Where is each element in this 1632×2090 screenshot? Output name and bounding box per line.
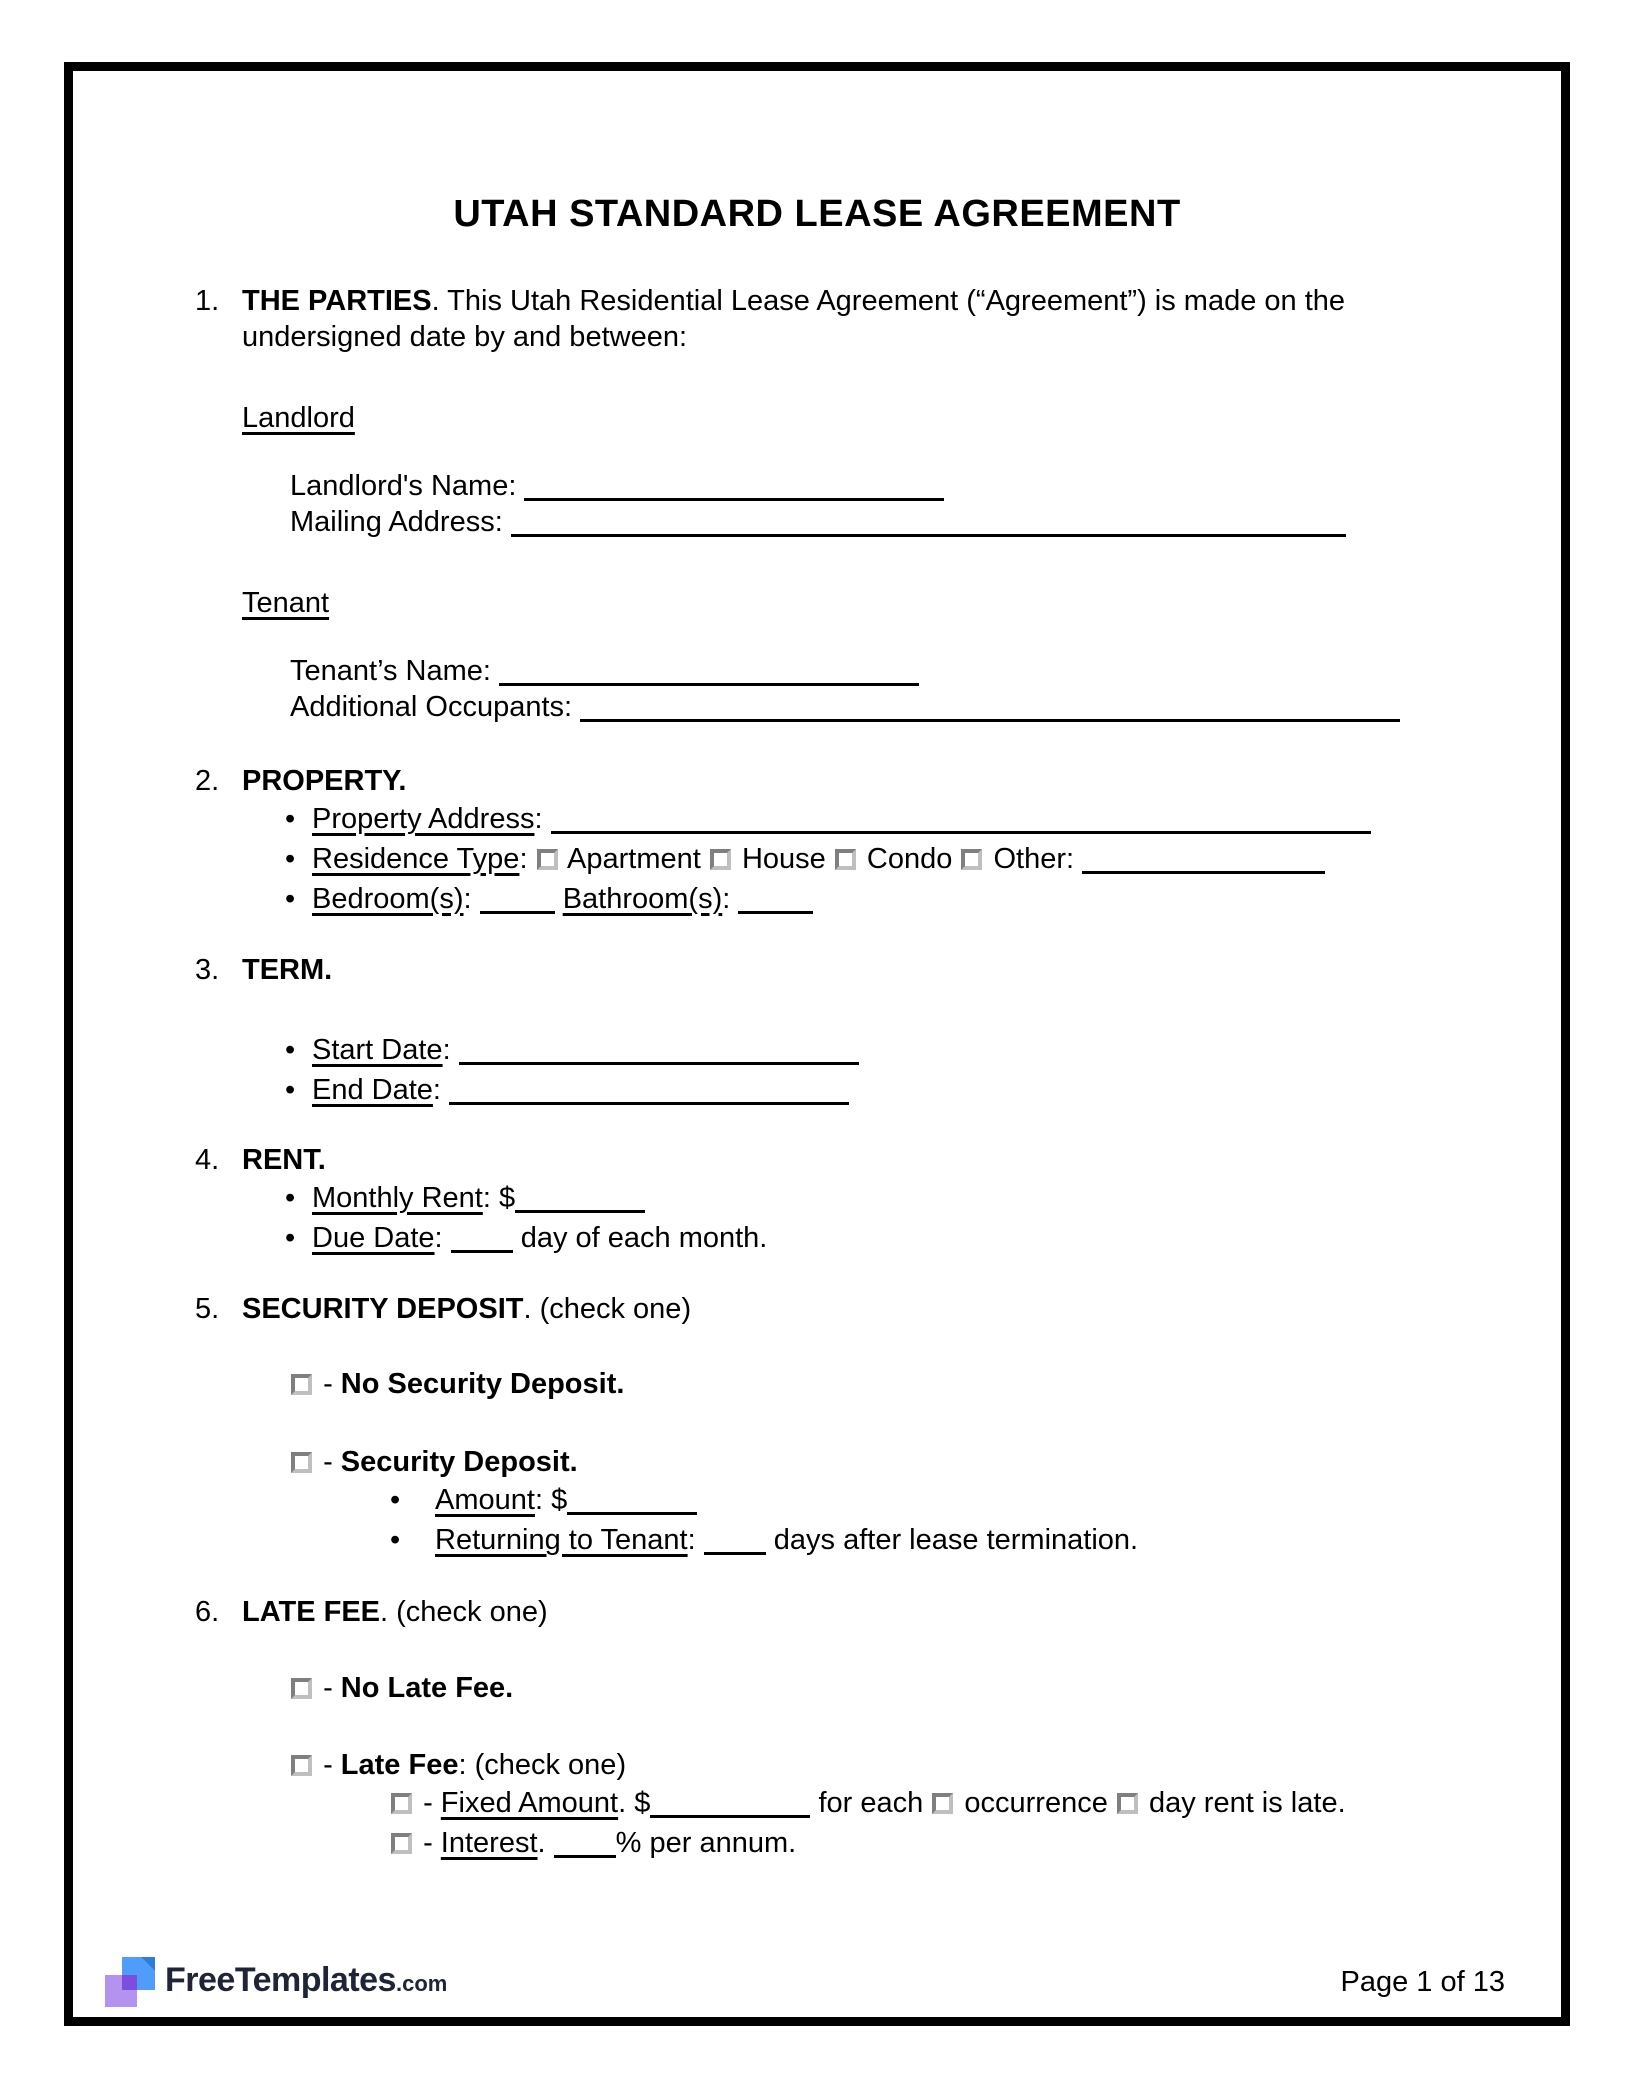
due-date-suffix: day of each month. [520,1222,768,1254]
house-option-label: House [741,843,826,875]
section-security-deposit [195,1291,1475,1327]
mailing-address-row [290,504,1475,540]
late-fee-checkbox[interactable] [291,1755,312,1776]
due-date-text [312,1218,767,1258]
start-date-label: Start Date [312,1034,443,1066]
end-date-text [312,1070,849,1110]
returning-to-tenant-text [435,1520,1138,1560]
option-no-late-fee [290,1670,1475,1706]
fixed-amount-blank[interactable] [650,1794,810,1818]
dash: - [323,1446,333,1478]
start-date-row [285,1030,1475,1070]
bedroom-bathroom-row [285,879,1475,919]
returning-to-tenant-label: Returning to Tenant [435,1524,688,1556]
monthly-rent-label: Monthly Rent [312,1182,483,1214]
colon: : [722,883,731,915]
landlord-name-blank[interactable] [524,477,944,501]
interest-row [390,1823,1475,1863]
brand-tld: .com [395,1971,448,1996]
property-address-label: Property Address [312,803,535,835]
freetemplates-logo-icon [105,1957,155,2007]
start-date-text [312,1030,859,1070]
property-address-row [285,799,1475,839]
occurrence-checkbox[interactable] [932,1793,953,1814]
interest-label: Interest [440,1827,538,1859]
bullet-icon [390,1520,435,1560]
colon: : [534,803,543,835]
dollar-sign: $ [634,1787,651,1819]
section-number: 1. [195,285,220,317]
section-heading-text [242,1594,548,1630]
tenant-subheading [242,585,1475,621]
no-late-fee-label: No Late Fee [340,1672,506,1704]
page-border [64,62,1570,2026]
interest-rate-blank[interactable] [554,1834,616,1858]
section-number: 6. [195,1596,220,1628]
monthly-rent-blank[interactable] [515,1189,645,1213]
option-no-security-deposit [290,1366,1475,1402]
security-deposit-checkbox[interactable] [291,1452,312,1473]
late-fee-label: Late Fee [340,1749,459,1781]
section-the-parties [195,283,1475,355]
property-address-blank[interactable] [551,810,1371,834]
document-body [195,283,1475,1863]
section-heading-suffix: . (check one) [380,1596,548,1628]
landlord-subheading-label: Landlord [242,402,355,434]
monthly-rent-row [285,1178,1475,1218]
deposit-amount-blank[interactable] [567,1491,697,1515]
day-rent-late-label: day rent is late. [1148,1787,1346,1819]
period: . [505,1672,514,1704]
bullet-icon [285,879,312,919]
colon: : [534,1484,544,1516]
colon: : [432,1074,441,1106]
tenant-fields [290,653,1475,725]
colon: : [442,1034,451,1066]
returning-to-tenant-suffix: days after lease termination. [773,1524,1139,1556]
dash: - [323,1749,333,1781]
document-title: UTAH STANDARD LEASE AGREEMENT [453,193,1181,235]
end-date-row [285,1070,1475,1110]
section-number: 3. [195,954,220,986]
landlord-subheading [242,400,1475,436]
end-date-label: End Date [312,1074,433,1106]
house-checkbox[interactable] [710,849,731,870]
tenant-name-label: Tenant’s Name: [290,655,491,687]
condo-checkbox[interactable] [835,849,856,870]
section-rent [195,1142,1475,1178]
additional-occupants-label: Additional Occupants: [290,691,573,723]
period: . [616,1368,625,1400]
section-heading: THE PARTIES [242,285,432,317]
page-footer [105,1957,1505,2007]
bedroom-bathroom-text [312,879,813,919]
fixed-amount-row [390,1783,1475,1823]
page-indicator: Page 1 of 13 [1340,1966,1505,1998]
property-address-text [312,799,1371,839]
bullet-icon [390,1480,435,1520]
bullet-icon [285,1070,312,1110]
bullet-icon [285,839,312,879]
section-heading: RENT. [242,1144,326,1176]
landlord-name-row [290,468,1475,504]
dollar-sign: $ [498,1182,516,1214]
occurrence-label: occurrence [964,1787,1108,1819]
additional-occupants-blank[interactable] [580,698,1400,722]
section-heading: TERM. [242,954,333,986]
no-security-deposit-checkbox[interactable] [291,1374,312,1395]
bathroom-label: Bathroom(s) [562,883,723,915]
due-date-row [285,1218,1475,1258]
residence-type-row [285,839,1475,879]
due-date-blank[interactable] [451,1229,513,1253]
freetemplates-logo [105,1957,447,2007]
due-date-label: Due Date [312,1222,435,1254]
section-heading-suffix: . (check one) [523,1293,692,1325]
colon: : [463,883,472,915]
bullet-icon [285,1030,312,1070]
deposit-amount-text [435,1480,697,1520]
bullet-icon [285,1218,312,1258]
section-heading: LATE FEE [242,1596,381,1628]
colon: : [519,843,528,875]
period: . [618,1787,627,1819]
dollar-sign: $ [551,1484,568,1516]
residence-type-text [312,839,1325,879]
landlord-fields [290,468,1475,540]
dash: - [323,1368,333,1400]
monthly-rent-text [312,1178,645,1218]
tenant-subheading-label: Tenant [242,587,330,619]
tenant-name-blank[interactable] [499,662,919,686]
option-late-fee [290,1747,1475,1783]
tenant-name-row [290,653,1475,689]
section-body-line1: . This Utah Residential Lease Agreement (“Agreement”) is made on the [431,285,1346,317]
section-the-parties-text [242,283,1345,355]
colon: : [482,1182,491,1214]
section-number: 2. [195,765,220,797]
apartment-checkbox[interactable] [537,849,558,870]
colon: : [687,1524,696,1556]
condo-option-label: Condo [866,843,953,875]
bathrooms-blank[interactable] [738,890,813,914]
dash: - [323,1672,333,1704]
returning-days-blank[interactable] [704,1531,766,1555]
deposit-amount-label: Amount [435,1484,535,1516]
period: . [537,1827,546,1859]
security-deposit-label: Security Deposit [340,1446,570,1478]
bedrooms-blank[interactable] [480,890,555,914]
deposit-amount-row [390,1480,1475,1520]
section-late-fee [195,1594,1475,1630]
other-checkbox[interactable] [961,849,982,870]
mailing-address-label: Mailing Address: [290,506,503,538]
other-residence-blank[interactable] [1082,850,1325,874]
bullet-icon [285,799,312,839]
option-security-deposit [290,1444,1475,1480]
other-option-label: Other: [993,843,1075,875]
section-term [195,952,1475,988]
returning-to-tenant-row [390,1520,1475,1560]
residence-type-label: Residence Type [312,843,520,875]
end-date-blank[interactable] [449,1081,849,1105]
section-number: 4. [195,1144,220,1176]
interest-checkbox[interactable] [391,1833,412,1854]
landlord-name-label: Landlord's Name: [290,470,517,502]
apartment-option-label: Apartment [567,843,701,875]
section-heading: PROPERTY. [242,765,407,797]
additional-occupants-row [290,689,1475,725]
no-late-fee-checkbox[interactable] [291,1678,312,1699]
late-fee-suffix: : (check one) [458,1749,627,1781]
day-rent-late-checkbox[interactable] [1117,1793,1138,1814]
section-heading-text [242,1291,691,1327]
interest-suffix: % per annum. [615,1827,797,1859]
fixed-amount-mid: for each [818,1787,924,1819]
brand-name: FreeTemplates [165,1961,396,1999]
mailing-address-blank[interactable] [511,513,1346,537]
dash: - [423,1827,433,1859]
start-date-blank[interactable] [459,1041,859,1065]
section-number: 5. [195,1293,220,1325]
fixed-amount-label: Fixed Amount [440,1787,619,1819]
brand-text [165,1962,447,2002]
fixed-amount-checkbox[interactable] [391,1793,412,1814]
bullet-icon [285,1178,312,1218]
section-heading: SECURITY DEPOSIT [242,1293,524,1325]
section-body-line2: undersigned date by and between: [242,321,688,353]
no-security-deposit-label: No Security Deposit [340,1368,617,1400]
bedroom-label: Bedroom(s) [312,883,464,915]
dash: - [423,1787,433,1819]
colon: : [434,1222,443,1254]
period: . [569,1446,578,1478]
section-property [195,763,1475,799]
